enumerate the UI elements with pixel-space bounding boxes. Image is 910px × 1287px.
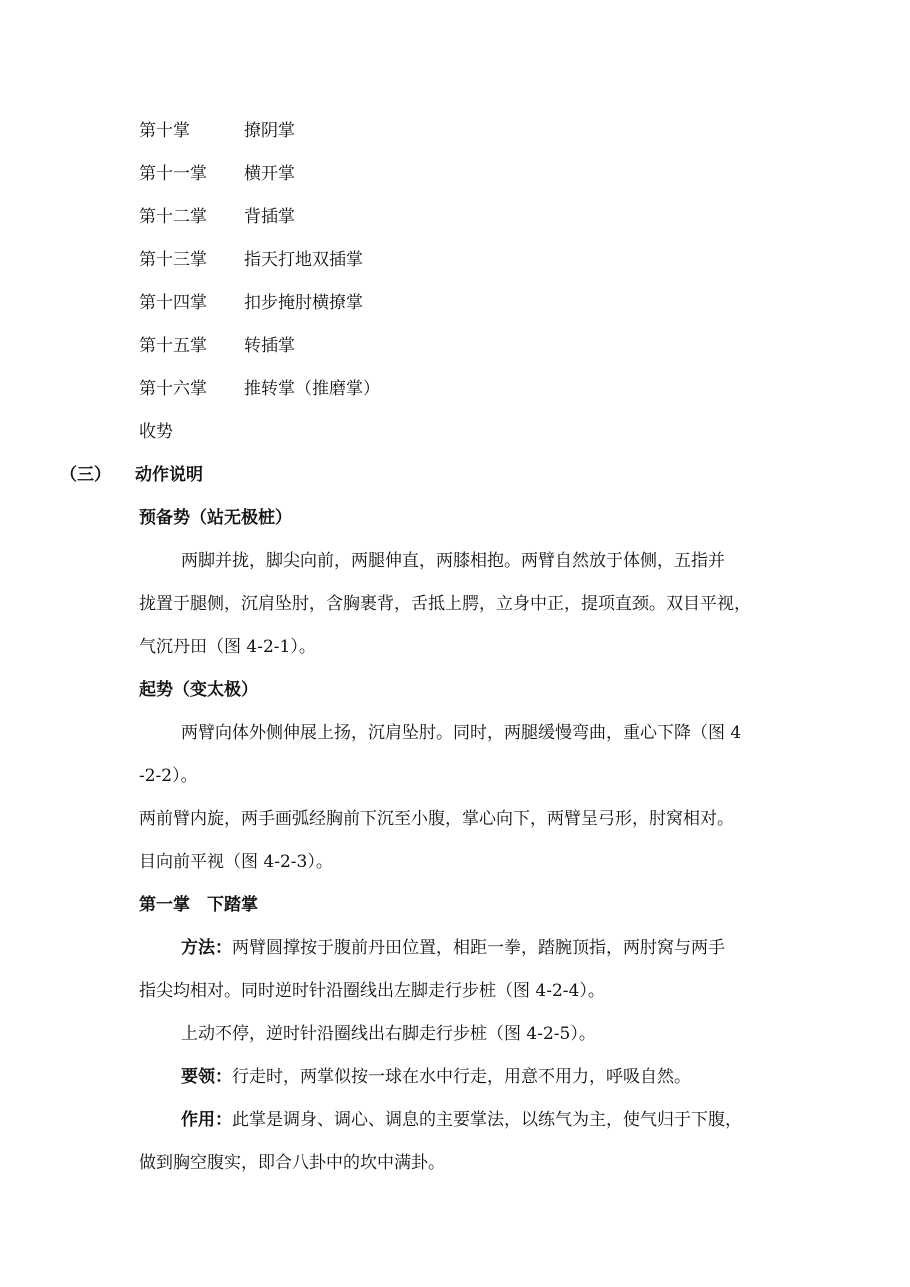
paragraph-line: 两臂向体外侧伸展上扬，沉肩坠肘。同时，两腿缓慢弯曲，重心下降（图 4 bbox=[181, 723, 742, 743]
section-title: 动作说明 bbox=[135, 465, 203, 485]
paragraph-line: 两脚并拢，脚尖向前，两腿伸直，两膝相抱。两臂自然放于体侧，五指并 bbox=[181, 551, 725, 571]
paragraph-line: 两前臂内旋，两手画弧经胸前下沉至小腹，掌心向下，两臂呈弓形，肘窝相对。 bbox=[139, 809, 734, 829]
method-text: 两臂圆撑按于腹前丹田位置，相距一拳，踏腕顶指，两肘窝与两手 bbox=[232, 938, 725, 958]
paragraph-line: 目向前平视（图 4-2-3）。 bbox=[139, 852, 333, 872]
section-heading bbox=[60, 464, 203, 486]
list-item bbox=[139, 292, 363, 314]
paragraph-line: 做到胸空腹实，即合八卦中的坎中满卦。 bbox=[139, 1153, 445, 1173]
paragraph-line: 拢置于腿侧，沉肩坠肘，含胸裹背，舌抵上腭，立身中正，提项直颈。双目平视， bbox=[139, 594, 751, 614]
list-item bbox=[139, 378, 380, 400]
list-item-name: 背插掌 bbox=[244, 207, 295, 227]
key-label: 要领： bbox=[181, 1067, 232, 1087]
list-item-number: 第十五掌 bbox=[139, 336, 207, 356]
list-item-name: 撩阴掌 bbox=[244, 121, 295, 141]
list-item-name: 横开掌 bbox=[244, 164, 295, 184]
list-item bbox=[139, 206, 295, 228]
palm1-heading: 第一掌 下踏掌 bbox=[139, 895, 258, 915]
list-item-number: 第十六掌 bbox=[139, 379, 207, 399]
closing-item: 收势 bbox=[139, 422, 173, 442]
paragraph-line: 上动不停，逆时针沿圈线出右脚走行步桩（图 4-2-5）。 bbox=[181, 1024, 596, 1044]
effect-label: 作用： bbox=[181, 1110, 232, 1130]
list-item-name: 转插掌 bbox=[244, 336, 295, 356]
section-number: （三） bbox=[60, 465, 111, 485]
list-item-number: 第十一掌 bbox=[139, 164, 207, 184]
effect-line bbox=[181, 1109, 742, 1131]
method-line bbox=[181, 937, 725, 959]
method-label: 方法： bbox=[181, 938, 232, 958]
list-item-name: 扣步掩肘横撩掌 bbox=[244, 293, 363, 313]
list-item bbox=[139, 249, 363, 271]
key-line bbox=[181, 1066, 691, 1088]
list-item-number: 第十掌 bbox=[139, 121, 190, 141]
key-text: 行走时，两掌似按一球在水中行走，用意不用力，呼吸自然。 bbox=[232, 1067, 691, 1087]
list-item bbox=[139, 163, 295, 185]
list-item-name: 推转掌（推磨掌） bbox=[244, 379, 380, 399]
list-item bbox=[139, 335, 295, 357]
paragraph-line: -2-2）。 bbox=[139, 766, 198, 786]
start-heading: 起势（变太极） bbox=[139, 680, 258, 700]
prep-heading: 预备势（站无极桩） bbox=[139, 508, 292, 528]
list-item bbox=[139, 120, 295, 142]
paragraph-line: 气沉丹田（图 4-2-1）。 bbox=[139, 637, 316, 657]
paragraph-line: 指尖均相对。同时逆时针沿圈线出左脚走行步桩（图 4-2-4）。 bbox=[139, 981, 605, 1001]
list-item-name: 指天打地双插掌 bbox=[244, 250, 363, 270]
list-item-number: 第十二掌 bbox=[139, 207, 207, 227]
list-item-number: 第十四掌 bbox=[139, 293, 207, 313]
list-item-number: 第十三掌 bbox=[139, 250, 207, 270]
effect-text: 此掌是调身、调心、调息的主要掌法，以练气为主，使气归于下腹， bbox=[232, 1110, 742, 1130]
